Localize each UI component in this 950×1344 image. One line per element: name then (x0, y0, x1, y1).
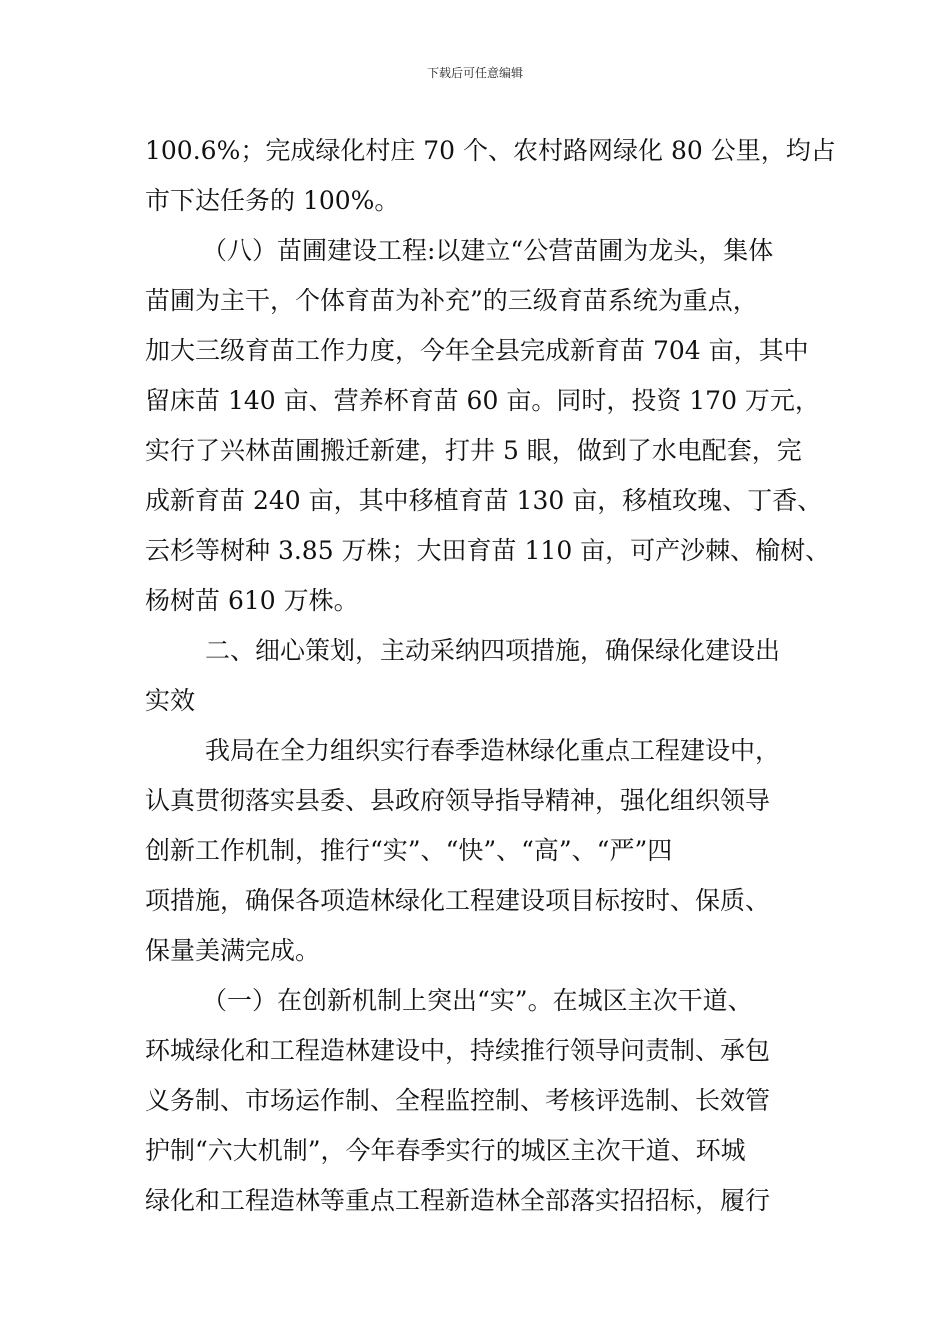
page-header: 下载后可任意编辑 (426, 66, 523, 80)
text-line: 成新育苗 240 亩，其中移植育苗 130 亩，移植玫瑰、丁香、 (145, 486, 823, 515)
text-line: 义务制、市场运作制、全程监控制、考核评选制、长效管 (145, 1086, 771, 1115)
text-line: 绿化和工程造林等重点工程新造林全部落实招招标，履行 (145, 1186, 771, 1215)
section-heading-line: 二、细心策划，主动采纳四项措施，确保绿化建设出 (205, 636, 781, 665)
text-line: 100.6%；完成绿化村庄 70 个、农村路网绿化 80 公里，均占 (145, 136, 836, 165)
text-line: 保量美满完成。 (145, 936, 321, 965)
text-line: 认真贯彻落实县委、县政府领导指导精神，强化组织领导 (145, 786, 771, 815)
text-line: 市下达任务的 100%。 (145, 186, 400, 215)
paragraph-start-line: （一）在创新机制上突出“实”。在城区主次干道、 (202, 986, 753, 1015)
text-line: 护制“六大机制”，今年春季实行的城区主次干道、环城 (145, 1136, 746, 1165)
paragraph-start-line: 我局在全力组织实行春季造林绿化重点工程建设中， (205, 736, 781, 765)
text-line: 环城绿化和工程造林建设中，持续推行领导问责制、承包 (145, 1036, 771, 1065)
text-line: 杨树苗 610 万株。 (145, 586, 359, 615)
text-line: 创新工作机制，推行“实”、“快”、“高”、“严”四 (145, 836, 673, 865)
paragraph-start-line: （八）苗圃建设工程:以建立“公营苗圃为龙头，集体 (202, 236, 774, 265)
text-line: 加大三级育苗工作力度，今年全县完成新育苗 704 亩，其中 (145, 336, 809, 365)
text-line: 留床苗 140 亩、营养杯育苗 60 亩。同时，投资 170 万元， (145, 386, 820, 415)
document-body (145, 126, 845, 1226)
section-heading-line: 实效 (145, 686, 196, 715)
text-line: 云杉等树种 3.85 万株；大田育苗 110 亩，可产沙棘、榆树、 (145, 536, 831, 565)
text-line: 苗圃为主干，个体育苗为补充”的三级育苗系统为重点， (145, 286, 758, 315)
text-line: 实行了兴林苗圃搬迁新建，打井 5 眼，做到了水电配套，完 (145, 436, 802, 465)
text-line: 项措施，确保各项造林绿化工程建设项目标按时、保质、 (145, 886, 771, 915)
